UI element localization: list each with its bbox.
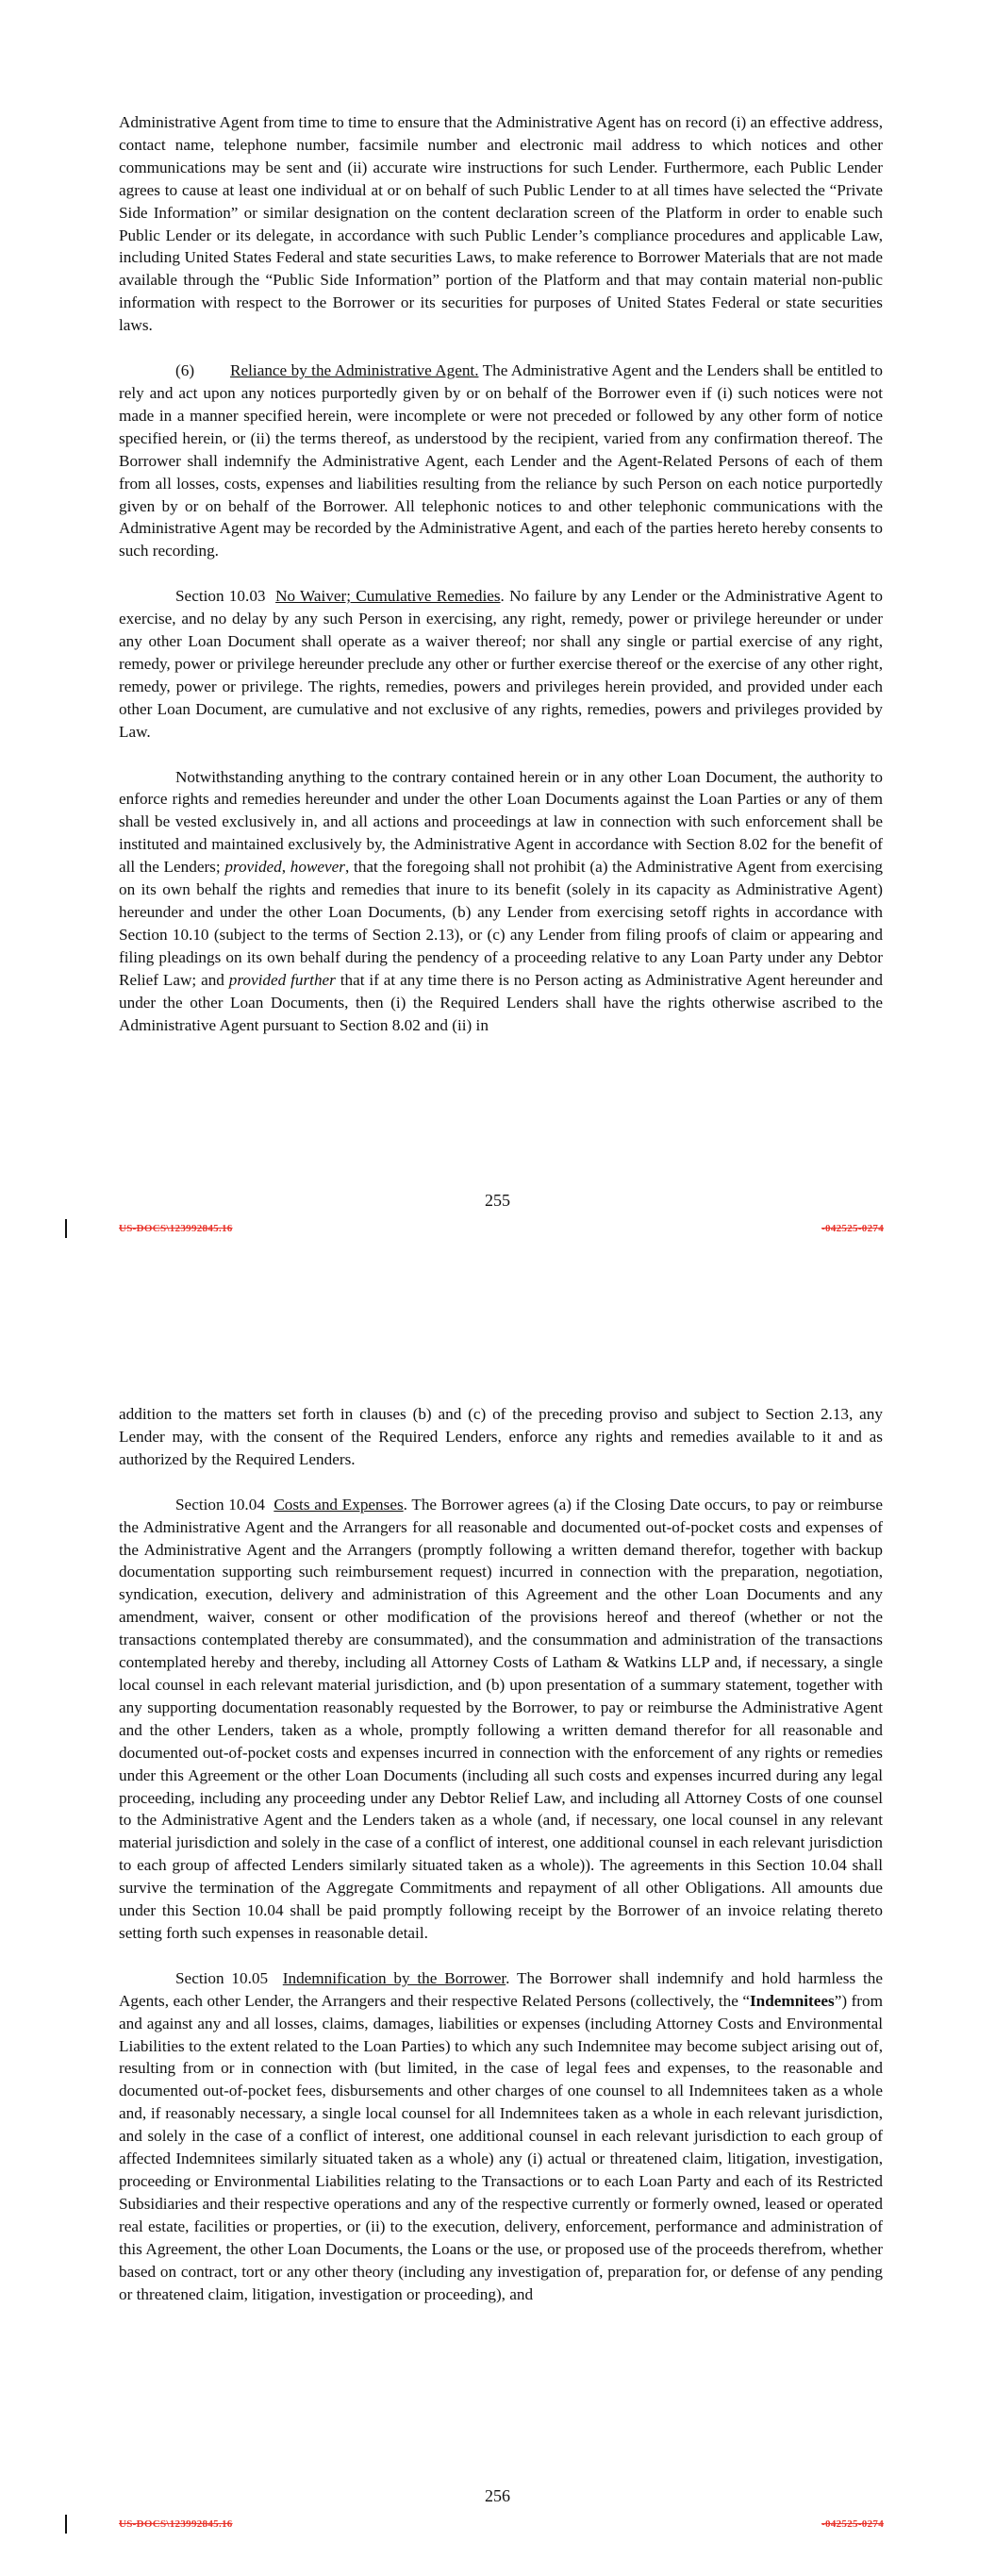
italic-run: however xyxy=(290,858,345,877)
change-bar xyxy=(65,1219,67,1238)
section-10-03 xyxy=(119,585,883,743)
page-body xyxy=(119,111,883,1036)
page-number: 256 xyxy=(485,2486,510,2505)
footer-matter-id: -042525-0274 xyxy=(821,1223,884,1234)
paragraph-continued: addition to the matters set forth in clauses (b) and (c) of the preceding proviso and subject to Section 2.13, any Lender may, with the consent of the Required Lenders, enforce any rights and remedies available to it and as authorized by the Required Lenders. xyxy=(119,1405,883,1468)
footer-doc-id: US-DOCS\123992845.16 xyxy=(119,2518,233,2530)
text-run: ”) from and against any and all losses, claims, damages, liabilities or expenses (including Attorney Costs and Environmental Liabilities to the extent related to the Loan Parties) to which any such Indemnitee may become subject arising out of, resulting from or in connection with (but limited, in the case of legal fees and expenses, to the reasonable and documented out-of-pocket fees, disbursements and other charges of one counsel to all Indemnitees taken as a whole and, if reasonably necessary, a single local counsel for all Indemnitees taken as a whole in each relevant jurisdiction, and solely in the case of a conflict of interest, one additional counsel in each relevant jurisdiction to each group of affected Indemnitees similarly situated taken as a whole) any (i) actual or threatened claim, litigation, investigation, proceeding or Environmental Liabilities relating to the Transactions or to each Loan Party and each of its Restricted Subsidiaries and their respective operations and any of the respective currently or formerly owned, leased or operated real estate, facilities or properties, or (ii) to the execution, delivery, enforcement, performance and administration of this Agreement, the other Loan Documents, the Loans or the use, or proposed use of the proceeds therefrom, whether based on contract, tort or any other theory (including any investigation of, preparation for, or defense of any pending or threatened claim, litigation, investigation or proceeding), and xyxy=(119,1991,883,2303)
text-run: , xyxy=(281,858,290,877)
section-heading: Costs and Expenses xyxy=(274,1495,404,1514)
paragraph-reliance xyxy=(119,360,883,562)
paragraph-continued: Administrative Agent from time to time to ensure that the Administrative Agent has on record (i) an effective address, contact name, telephone number, facsimile number and electronic mail address to which notices and other communications may be sent and (ii) accurate wire instructions for such Lender. Furthermore, each Public Lender agrees to cause at least one individual at or on behalf of such Public Lender to at all times have selected the “Private Side Information” or similar designation on the content declaration screen of the Platform in order to enable such Public Lender or its delegate, in accordance with such Public Lender’s compliance procedures and applicable Law, including United States Federal and state securities Laws, to make reference to Borrower Materials that are not made available through the “Public Side Information” portion of the Platform and that may contain material non-public information with respect to the Borrower or its securities for purposes of United States Federal or state securities laws. xyxy=(119,113,883,335)
section-heading: No Waiver; Cumulative Remedies xyxy=(275,587,501,606)
paragraph-heading: Reliance by the Administrative Agent. xyxy=(230,361,479,380)
text-run: , that the foregoing shall not prohibit (a) the Administrative Agent from exercising on its own behalf the rights and remedies that inure to its benefit (solely in its capacity as Administrative Agent) hereunder and under the other Loan Documents, (b) any Lender from exercising setoff rights in accordance with Section 10.10 (subject to the terms of Section 2.13), or (c) any Lender from filing proofs of claim or appearing and filing pleadings on its own behalf during the pendency of a proceeding relative to any Loan Party under any Debtor Relief Law; and xyxy=(119,858,884,989)
footer-matter-id: -042525-0274 xyxy=(821,2518,884,2530)
text-run: that if at any time there is no Person acting as Administrative Agent hereunder and under the other Loan Documents, then (i) the Required Lenders shall have the rights otherwise ascribed to the Administrative Agent pursuant to Section 8.02 and (ii) in xyxy=(119,970,883,1034)
section-10-05 xyxy=(119,1967,883,2306)
section-text: . The Borrower agrees (a) if the Closing Date occurs, to pay or reimburse the Administrative Agent and the Arrangers for all reasonable and documented out-of-pocket costs and expenses of the Administrative Agent and the Arrangers (promptly following a written demand therefor, together with backup documentation supporting such reimbursement request) incurred in connection with the preparation, negotiation, syndication, execution, delivery and administration of this Agreement and the other Loan Documents and any amendment, waiver, consent or other modification of the provisions hereof and thereof (whether or not the transactions contemplated thereby are consummated), and the consummation and administration of the transactions contemplated hereby and thereby, including all Attorney Costs of Latham & Watkins LLP and, if necessary, a single local counsel in each relevant material jurisdiction, and (b) upon presentation of a summary statement, together with any supporting documentation reasonably requested by the Borrower, to pay or reimburse the Administrative Agent and the other Lenders, taken as a whole, promptly following a written demand therefor for all reasonable and documented out-of-pocket costs and expenses incurred in connection with the enforcement of any rights or remedies under this Agreement or the other Loan Documents (including all such costs and expenses incurred during any legal proceeding, including any proceeding under any Debtor Relief Law, and including all Attorney Costs of one counsel to the Administrative Agent and the Lenders taken as a whole (and, if necessary, one local counsel in any relevant material jurisdiction and solely in the case of a conflict of interest, one additional counsel in each relevant jurisdiction to each group of affected Lenders similarly situated taken as a whole)). The agreements in this Section 10.04 shall survive the termination of the Aggregate Commitments and repayment of all other Obligations. All amounts due under this Section 10.04 shall be paid promptly following receipt by the Borrower of an invoice relating thereto setting forth such expenses in reasonable detail. xyxy=(119,1495,883,1942)
section-heading: Indemnification by the Borrower xyxy=(282,1968,506,1987)
defined-term: Indemnitees xyxy=(749,1991,835,2010)
section-number: Section 10.03 xyxy=(175,587,266,606)
section-number: Section 10.05 xyxy=(175,1968,269,1987)
section-number: Section 10.04 xyxy=(175,1495,265,1514)
footer-doc-id: US-DOCS\123992845.16 xyxy=(119,1223,233,1234)
paragraph-text: The Administrative Agent and the Lenders shall be entitled to rely and act upon any notices purportedly given by or on behalf of the Borrower even if (i) such notices were not made in a manner specified herein, were incomplete or were not preceded or followed by any other form of notice specified herein, or (ii) the terms thereof, as understood by the recipient, varied from any confirmation thereof. The Borrower shall indemnify the Administrative Agent, each Lender and the Agent-Related Persons of each of them from all losses, costs, expenses and liabilities resulting from the reliance by such Person on each notice purportedly given by or on behalf of the Borrower. All telephonic notices to and other telephonic communications with the Administrative Agent may be recorded by the Administrative Agent, and each of the parties hereto hereby consents to such recording. xyxy=(119,361,883,560)
text-run: . The Borrower shall indemnify and hold harmless the Agents, each other Lender, the Arrangers and their respective Related Persons (collectively, the “ xyxy=(119,1968,884,2010)
italic-run: provided xyxy=(224,858,282,877)
italic-run: provided further xyxy=(228,970,336,989)
enum-number: (6) xyxy=(175,361,195,380)
change-bar xyxy=(65,2515,67,2534)
section-text: . No failure by any Lender or the Administrative Agent to exercise, and no delay by any such Person in exercising, any right, remedy, power or privilege hereunder or under any other Loan Document shall operate as a waiver thereof; nor shall any single or partial exercise of any right, remedy, power or privilege hereunder preclude any other or further exercise thereof or the exercise of any other right, remedy, power or privilege. The rights, remedies, powers and privileges herein provided, and provided under each other Loan Document, are cumulative and not exclusive of any rights, remedies, powers and privileges provided by Law. xyxy=(119,587,884,741)
page-number: 255 xyxy=(485,1191,510,1210)
document-page-256 xyxy=(0,1288,995,2576)
text-run: Notwithstanding anything to the contrary contained herein or in any other Loan Document, the authority to enforce rights and remedies hereunder and under the other Loan Documents against the Loan Parties or any of them shall be vested exclusively in, and all actions and proceedings at law in connection with such enforcement shall be instituted and maintained exclusively by, the Administrative Agent in accordance with Section 8.02 for the benefit of all the Lenders; xyxy=(119,767,883,877)
section-10-04 xyxy=(119,1494,883,1945)
paragraph-notwithstanding xyxy=(119,766,883,1037)
page-body xyxy=(119,1403,883,2305)
